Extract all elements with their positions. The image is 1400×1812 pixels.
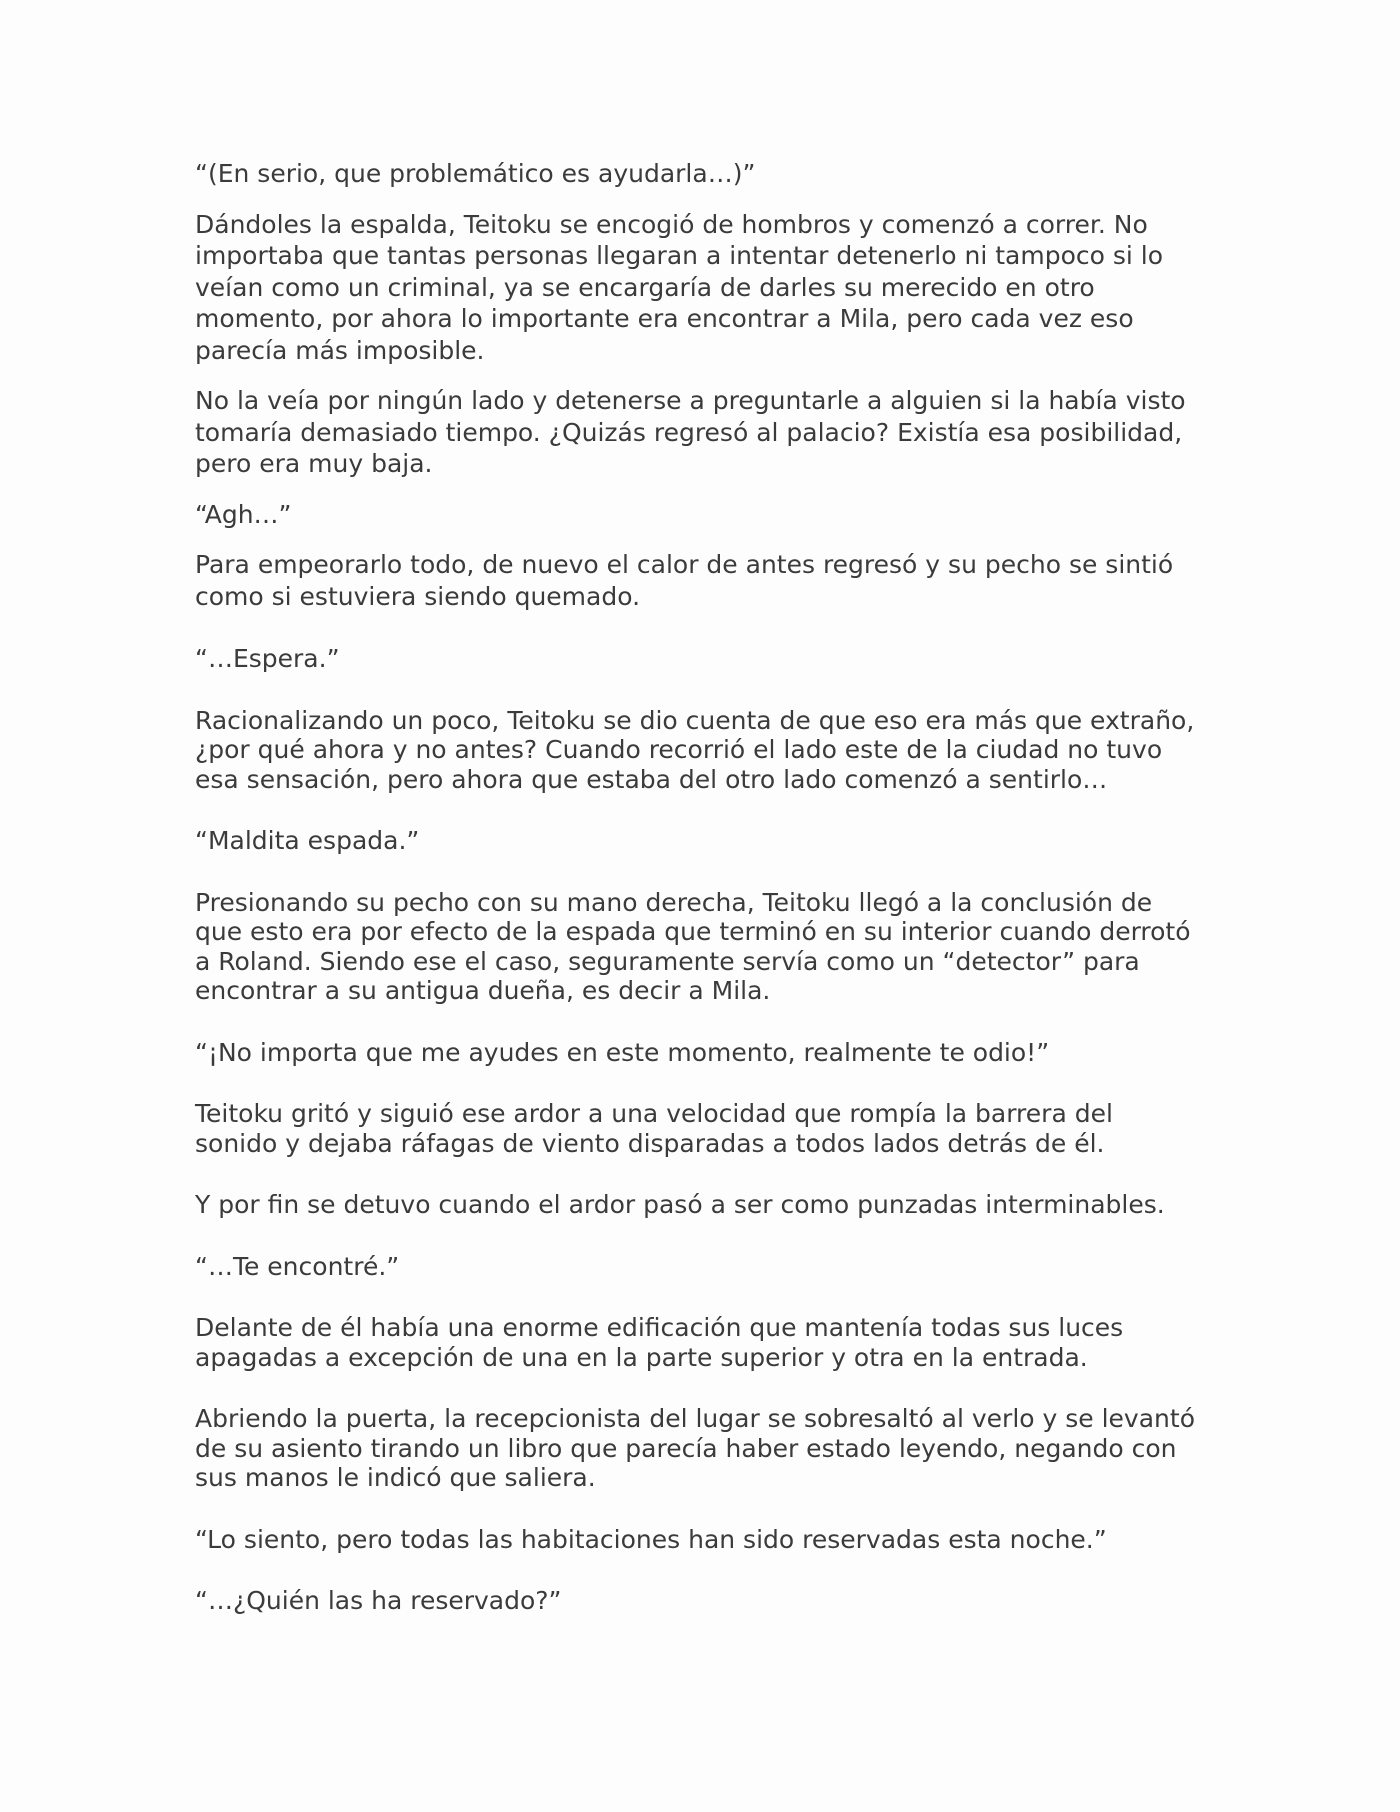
text-line: sonido y dejaba ráfagas de viento disparadas a todos lados detrás de él. xyxy=(195,1128,1105,1158)
text-line: Teitoku gritó y siguió ese ardor a una velocidad que rompía la barrera del xyxy=(195,1099,1113,1128)
text-line: momento, por ahora lo importante era encontrar a Mila, pero cada vez eso xyxy=(195,304,1134,333)
text-line: ¿por qué ahora y no antes? Cuando recorrió el lado este de la ciudad no tuvo xyxy=(195,735,1163,764)
paragraph xyxy=(195,158,1225,190)
text-line: “Lo siento, pero todas las habitaciones han sido reservadas esta noche.” xyxy=(195,1524,1107,1554)
text-line: que esto era por efecto de la espada que terminó en su interior cuando derrotó xyxy=(195,917,1191,946)
text-line: a Roland. Siendo ese el caso, seguramente servía como un “detector” para xyxy=(195,946,1140,976)
text-line: encontrar a su antigua dueña, es decir a Mila. xyxy=(195,976,771,1005)
text-line: Dándoles la espalda, Teitoku se encogió de hombros y comenzó a correr. No xyxy=(195,209,1148,239)
text-line: Delante de él había una enorme edificación que mantenía todas sus luces xyxy=(195,1313,1124,1342)
paragraph xyxy=(195,1252,1225,1282)
text-line: “¡No importa que me ayudes en este momento, realmente te odio!” xyxy=(195,1037,1050,1067)
text-line: “…¿Quién las ha reservado?” xyxy=(195,1586,562,1615)
text-line: Racionalizando un poco, Teitoku se dio cuenta de que eso era más que extraño, xyxy=(195,705,1195,735)
text-line: “(En serio, que problemático es ayudarla…)” xyxy=(195,159,756,188)
paragraph xyxy=(195,826,1225,856)
text-line: parecía más imposible. xyxy=(195,335,485,365)
paragraph xyxy=(195,1525,1225,1555)
paragraph xyxy=(195,499,1225,531)
document-body xyxy=(195,158,1225,1616)
paragraph xyxy=(195,706,1225,795)
paragraph xyxy=(195,209,1225,367)
paragraph xyxy=(195,888,1225,1006)
text-line: Abriendo la puerta, la recepcionista del lugar se sobresaltó al verlo y se levantó xyxy=(195,1404,1195,1433)
paragraph xyxy=(195,549,1225,612)
paragraph xyxy=(195,1099,1225,1158)
paragraph xyxy=(195,1313,1225,1372)
text-line: tomaría demasiado tiempo. ¿Quizás regresó al palacio? Existía esa posibilidad, xyxy=(195,417,1183,447)
text-line: esa sensación, pero ahora que estaba del otro lado comenzó a sentirlo… xyxy=(195,764,1108,794)
paragraph xyxy=(195,1190,1225,1220)
text-line: “Agh…” xyxy=(195,499,292,529)
text-line: sus manos le indicó que saliera. xyxy=(195,1463,596,1492)
paragraph xyxy=(195,1038,1225,1068)
text-line: No la veía por ningún lado y detenerse a preguntarle a alguien si la había visto xyxy=(195,386,1186,415)
paragraph xyxy=(195,644,1225,674)
text-line: pero era muy baja. xyxy=(195,449,433,478)
text-line: “Maldita espada.” xyxy=(195,826,420,855)
text-line: de su asiento tirando un libro que parecía haber estado leyendo, negando con xyxy=(195,1433,1177,1463)
text-line: apagadas a excepción de una en la parte superior y otra en la entrada. xyxy=(195,1342,1088,1372)
text-line: Presionando su pecho con su mano derecha, Teitoku llegó a la conclusión de xyxy=(195,887,1153,917)
text-line: veían como un criminal, ya se encargaría de darles su merecido en otro xyxy=(195,272,1095,302)
text-line: importaba que tantas personas llegaran a intentar detenerlo ni tampoco si lo xyxy=(195,241,1164,270)
paragraph xyxy=(195,385,1225,480)
paragraph xyxy=(195,1404,1225,1493)
text-line: “…Espera.” xyxy=(195,644,340,673)
text-line: como si estuviera siendo quemado. xyxy=(195,581,641,611)
paragraph xyxy=(195,1586,1225,1616)
text-line: Para empeorarlo todo, de nuevo el calor de antes regresó y su pecho se sintió xyxy=(195,550,1174,579)
text-line: “…Te encontré.” xyxy=(195,1251,400,1281)
text-line: Y por fin se detuvo cuando el ardor pasó a ser como punzadas interminables. xyxy=(195,1190,1165,1219)
